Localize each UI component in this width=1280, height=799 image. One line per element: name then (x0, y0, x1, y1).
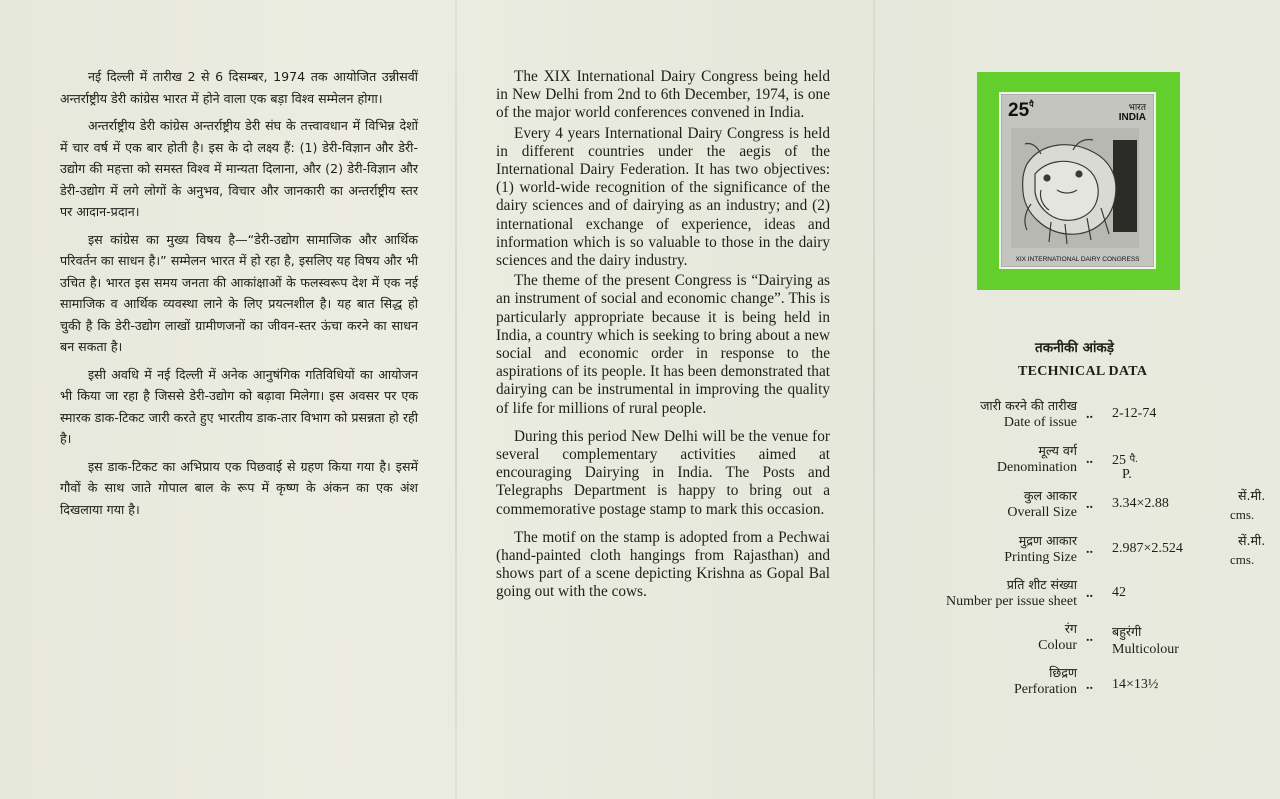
tech-value: 42 (1112, 585, 1126, 600)
tech-separator: .. (1086, 678, 1093, 693)
tech-row-overall-size (890, 487, 1270, 527)
tech-label-hindi: मूल्य वर्ग (1038, 443, 1077, 458)
tech-value-unit-hindi: पै. (1129, 454, 1138, 465)
tech-value: 2.987×2.524 (1112, 541, 1183, 556)
tech-label-hindi: छिद्रण (1049, 665, 1077, 680)
technical-data-title-hindi: तकनीकी आंकड़े (1035, 340, 1115, 356)
stamp-country-hindi: भारत (1128, 103, 1146, 113)
tech-value: 14×13½ (1112, 677, 1159, 692)
stamp-caption: XIX INTERNATIONAL DAIRY CONGRESS (1015, 256, 1140, 263)
english-paragraph: The motif on the stamp is adopted from a Pechwai (hand-painted cloth hangings from Rajasthan) and shows part of a scene depicting Krishna as Gopal Bal going out with the cows. (496, 528, 830, 601)
technical-data-title: TECHNICAL DATA (1018, 364, 1148, 379)
hindi-paragraph: इस डाक-टिकट का अभिप्राय एक पिछवाई से ग्रहण किया गया है। इसमें गौवों के साथ जाते गोपाल बाल के रूप में कृष्ण के अंकन का एक अंश दिखलाया गया है। (60, 458, 418, 517)
english-paragraph: Every 4 years International Dairy Congress is held in different countries under the aegis of the International Dairy Federation. It has two objectives: (1) world-wide recognition of the significance of the dairy sciences and of dairying as an industry; and (2) international exchange of experience, ideas and information which is so valuable to those in the dairy sciences and the dairy industry. (496, 124, 830, 270)
tech-separator: .. (1086, 630, 1093, 645)
tech-separator: .. (1086, 407, 1093, 422)
hindi-paragraph: अन्तर्राष्ट्रीय डेरी कांग्रेस अन्तर्राष्ट्रीय डेरी संघ के तत्त्वावधान में विभिन्न देशों में चार वर्ष में एक बार होती है। इस के दो लक्ष्य हैं: (1) डेरी-विज्ञान और डेरी-उद्योग की महत्ता को समस्त विश्व में मान्यता दिलाना, और (2) डेरी-विज्ञान और डेरी-उद्योग में लगे लोगों के अनुभव, विचार और जानकारी का अन्तर्राष्ट्रीय स्तर पर आदान-प्रदान। (60, 118, 418, 219)
english-paragraph: During this period New Delhi will be the venue for several complementary activities aimed at encouraging Dairying in India. The Posts and Telegraphs Department is happy to bring out a commemorative postage stamp to mark this occasion. (496, 427, 830, 518)
fold-line (455, 0, 457, 799)
tech-label-hindi: रंग (1064, 621, 1077, 636)
tech-label: Perforation (1014, 682, 1077, 697)
tech-label-hindi: जारी करने की तारीख (980, 398, 1077, 413)
english-paragraph: The theme of the present Congress is “Dairying as an instrument of social and economic change”. This is particularly appropriate because it is being held in India, a country which is seeking to bring about a new social and economic order in response to the aspirations of its people. It has been demonstrated that dairying can be instrumental in improving the quality of life for millions of rural people. (496, 272, 830, 417)
tech-value-unit: P. (1122, 467, 1132, 482)
tech-value: Multicolour (1112, 642, 1179, 657)
tech-separator: .. (1086, 586, 1093, 601)
tech-row-colour (890, 620, 1270, 660)
tech-row-denomination (890, 442, 1270, 482)
tech-row-number-per-sheet (890, 576, 1270, 616)
tech-value-hindi: बहुरंगी (1112, 624, 1142, 639)
tech-label: Date of issue (1003, 415, 1077, 430)
tech-value: 2-12-74 (1112, 406, 1157, 421)
hindi-paragraph: इसी अवधि में नई दिल्ली में अनेक आनुषंगिक गतिविधियों का आयोजन भी किया जा रहा है जिससे डेरी-उद्योग को बढ़ावा मिलेगा। इस अवसर पर एक स्मारक डाक-टिकट जारी करते हुए भारतीय डाक-तार विभाग को प्रसन्नता हो रही है। (60, 366, 418, 446)
english-paragraph: The XIX International Dairy Congress being held in New Delhi from 2nd to 6th December, 1974, is one of the major world conferences convened in India. (496, 68, 830, 122)
tech-row-perforation (890, 664, 1270, 704)
stamp-value: 25 (1008, 100, 1030, 121)
fold-line (873, 0, 875, 799)
tech-label: Printing Size (1004, 550, 1077, 565)
tech-label-hindi: प्रति शीट संख्या (1006, 577, 1077, 592)
english-text-column (496, 68, 830, 604)
tech-value-number: 25 (1112, 453, 1126, 468)
stamp-denomination (1008, 99, 1034, 122)
hindi-paragraph: नई दिल्ली में तारीख 2 से 6 दिसम्बर, 1974 तक आयोजित उन्नीसवीं अन्तर्राष्ट्रीय डेरी कांग्रेस भारत में होने वाला एक बड़ा विश्व सम्मेलन होगा। (60, 69, 418, 106)
tech-label-hindi: मुद्रण आकार (1018, 533, 1077, 548)
tech-value: 3.34×2.88 (1112, 496, 1169, 511)
tech-label: Denomination (996, 460, 1077, 475)
hindi-paragraph: इस कांग्रेस का मुख्य विषय है—“डेरी-उद्योग सामाजिक और आर्थिक परिवर्तन का साधन है।” सम्मेलन भारत में हो रहा है, इसलिए यह विषय और भी उचित है। भारत इस समय जनता की आकांक्षाओं के फलस्वरूप देश में एक नई सामाजिक व आर्थिक व्यवस्था लाने के लिए प्रयत्नशील है। यह बात सिद्ध हो चुकी है कि डेरी-उद्योग लाखों ग्रामीणजनों का जीवन-स्तर ऊंचा करने का साधन बन सकता है। (60, 231, 418, 354)
tech-unit: cms. (1230, 507, 1255, 522)
tech-separator: .. (1086, 497, 1093, 512)
tech-separator: .. (1086, 542, 1093, 557)
tech-label-hindi: कुल आकार (1023, 488, 1077, 503)
stamp-value-suffix: पै (1029, 100, 1034, 109)
tech-unit-hindi: सें.मी. (1238, 533, 1266, 548)
tech-row-date (890, 397, 1270, 437)
tech-unit-hindi: सें.मी. (1238, 488, 1266, 503)
tech-label: Overall Size (1007, 505, 1077, 520)
postage-stamp (1001, 94, 1154, 267)
tech-unit: cms. (1230, 552, 1255, 567)
tech-separator: .. (1086, 452, 1093, 467)
hindi-text-column (60, 66, 418, 526)
tech-row-printing-size (890, 532, 1270, 572)
tech-label: Number per issue sheet (945, 594, 1077, 609)
stamp-country-english: INDIA (1118, 112, 1146, 123)
tech-label: Colour (1038, 638, 1077, 653)
